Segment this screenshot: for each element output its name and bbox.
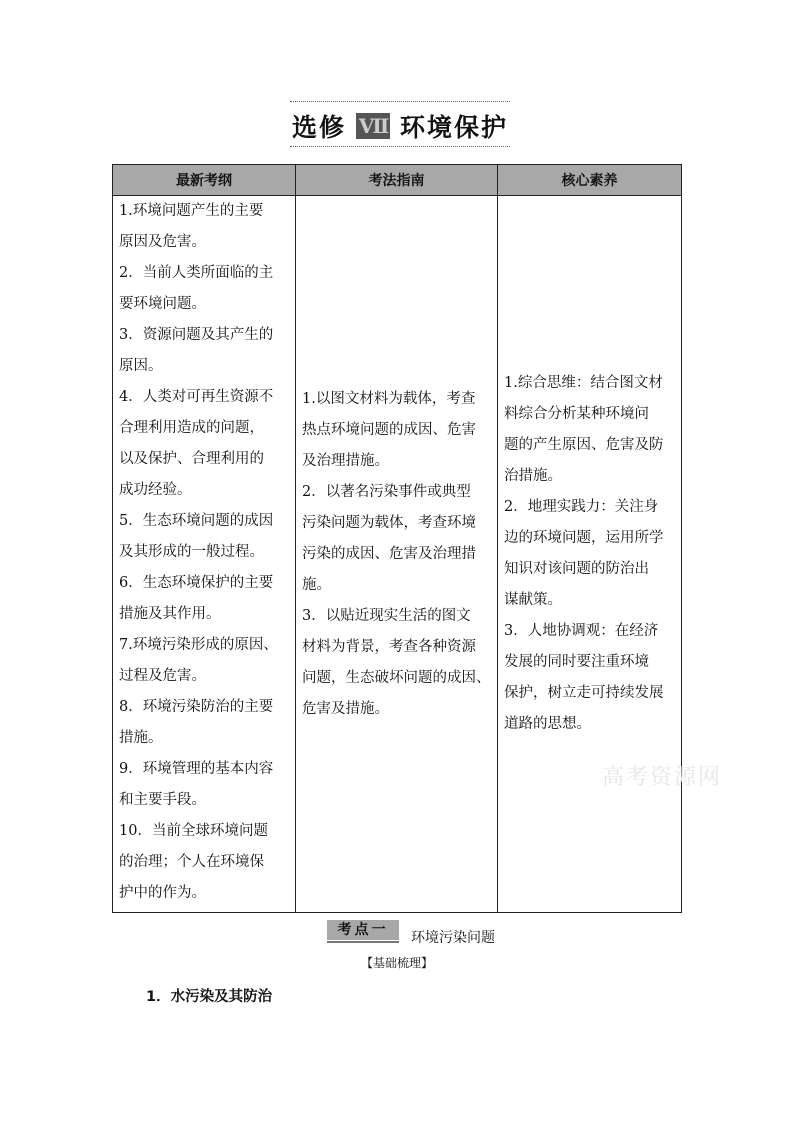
table-cell-line: 合理利用造成的问题， (119, 420, 264, 436)
exam-guide-cell (296, 196, 498, 913)
item-heading: 1．水污染及其防治 (146, 989, 273, 1005)
table-cell-line: 边的环境问题，运用所学 (504, 530, 664, 546)
table-body-row (113, 196, 682, 913)
table-cell-line: 2．地理实践力：关注身 (504, 499, 659, 515)
table-cell-line: 9．环境管理的基本内容 (119, 761, 274, 777)
table-cell-line: 2．当前人类所面临的主 (119, 265, 274, 281)
table-cell-line: 施。 (302, 576, 331, 593)
table-cell-line: 发展的同时要注重环境 (504, 654, 649, 670)
table-cell-line: 1.环境问题产生的主要 (119, 203, 264, 219)
table-cell-line: 成功经验。 (119, 482, 192, 498)
core-literacy-cell (498, 196, 682, 913)
header-dotted-rule-top (290, 101, 510, 102)
table-cell-line: 10．当前全球环境问题 (119, 823, 268, 839)
table-cell-line: 3．以贴近现实生活的图文 (302, 607, 471, 624)
table-cell-line: 和主要手段。 (119, 792, 206, 808)
table-cell-line: 及治理措施。 (302, 452, 389, 469)
table-cell-line: 5．生态环境问题的成因 (119, 513, 274, 529)
table-cell-line: 7.环境污染形成的原因、 (119, 637, 278, 653)
chapter-title (290, 109, 510, 143)
kaodian-heading (327, 915, 495, 945)
table-cell-line: 治措施。 (504, 468, 562, 484)
kaodian-title: 环境污染问题 (411, 930, 495, 946)
syllabus-cell (113, 196, 296, 913)
table-cell-line: 污染问题为载体，考查环境 (302, 514, 476, 531)
table-cell-line: 1.综合思维：结合图文材 (504, 375, 663, 391)
header-latest-syllabus: 最新考纲 (113, 165, 296, 196)
table-cell-line: 道路的思想。 (504, 716, 591, 732)
table-cell-line: 护中的作为。 (119, 885, 206, 901)
table-header-row (113, 165, 682, 196)
table-cell-line: 措施。 (119, 730, 163, 746)
table-cell-line: 1.以图文材料为载体，考查 (302, 390, 476, 407)
table-cell-line: 问题，生态破坏问题的成因、 (302, 669, 491, 686)
table-cell-line: 措施及其作用。 (119, 606, 221, 622)
table-cell-line: 原因及危害。 (119, 234, 206, 250)
basic-review-label: 【基础梳理】 (360, 956, 433, 970)
header-dotted-rule-bottom (290, 146, 510, 147)
table-cell-line: 保护，树立走可持续发展 (504, 685, 664, 701)
table-cell-line: 要环境问题。 (119, 296, 206, 312)
table-cell-line: 3．资源问题及其产生的 (119, 327, 274, 343)
table-cell-line: 以及保护、合理利用的 (119, 451, 264, 467)
chapter-header (290, 101, 510, 149)
syllabus-table (112, 164, 682, 913)
table-cell-line: 材料为背景，考查各种资源 (302, 638, 476, 655)
table-cell-line: 2．以著名污染事件或典型 (302, 483, 471, 500)
chapter-title-left: 选修 (291, 113, 346, 142)
header-core-literacy: 核心素养 (498, 165, 682, 196)
table-cell-line: 8．环境污染防治的主要 (119, 699, 274, 715)
kaodian-badge: 考点一 (327, 920, 399, 940)
table-cell-line: 过程及危害。 (119, 668, 206, 684)
table-cell-line: 热点环境问题的成因、危害 (302, 421, 476, 438)
table-cell-line: 知识对该问题的防治出 (504, 561, 649, 577)
table-cell-line: 4．人类对可再生资源不 (119, 389, 274, 405)
table-cell-line: 3．人地协调观：在经济 (504, 623, 659, 639)
table-cell-line: 原因。 (119, 358, 163, 374)
chapter-title-right: 环境保护 (400, 113, 509, 142)
table-cell-line: 危害及措施。 (302, 700, 389, 717)
table-cell-line: 及其形成的一般过程。 (119, 544, 264, 560)
table-cell-line: 料综合分析某种环境问 (504, 406, 649, 422)
chapter-roman-badge: Ⅶ (356, 113, 390, 139)
table-cell-line: 6．生态环境保护的主要 (119, 575, 274, 591)
table-cell-line: 谋献策。 (504, 592, 562, 608)
table-cell-line: 污染的成因、危害及治理措 (302, 545, 476, 562)
header-exam-guide: 考法指南 (296, 165, 498, 196)
table-cell-line: 的治理；个人在环境保 (119, 854, 264, 870)
watermark: 高考资源网 (602, 765, 723, 790)
table-cell-line: 题的产生原因、危害及防 (504, 437, 664, 453)
